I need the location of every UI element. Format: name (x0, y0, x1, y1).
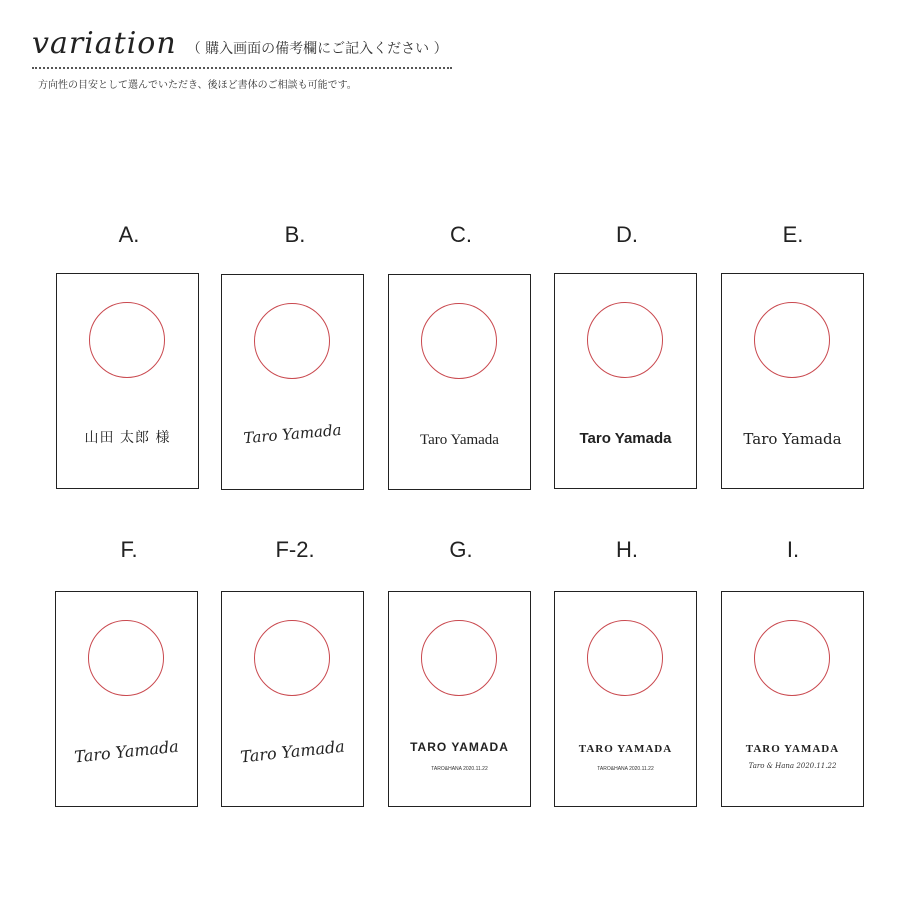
circle-frame (754, 302, 830, 378)
variation-label-d: D. (616, 222, 638, 247)
subtitle: 方向性の目安として選んでいただき、後ほど書体のご相談も可能です。 (38, 80, 357, 91)
variation-card-g[interactable] (388, 591, 531, 807)
card-name: Taro Yamada (242, 420, 343, 448)
circle-frame (754, 620, 830, 696)
variation-card-h[interactable] (554, 591, 697, 807)
variation-card-e[interactable] (721, 273, 864, 489)
circle-frame (587, 302, 663, 378)
variation-card-f2[interactable] (221, 591, 364, 807)
variation-card-i[interactable] (721, 591, 864, 807)
title-row (32, 26, 454, 61)
variation-label-g: G. (449, 537, 473, 562)
card-date: TARO&HANA 2020.11.22 (597, 766, 654, 772)
variation-label-a: A. (118, 222, 140, 247)
variation-label-h: H. (616, 537, 638, 562)
card-name: Taro Yamada (73, 736, 180, 767)
card-name: TARO YAMADA (745, 743, 840, 755)
header (32, 26, 454, 69)
card-name: Taro Yamada (239, 736, 346, 767)
variation-label-f2: F-2. (275, 537, 315, 562)
variation-label-f: F. (120, 537, 138, 562)
variation-label-e: E. (782, 222, 804, 247)
variation-label-b: B. (284, 222, 306, 247)
card-name: 山田 太郎 様 (84, 430, 171, 446)
card-name: Taro Yamada (579, 430, 672, 447)
circle-frame (254, 303, 330, 379)
variation-card-a[interactable] (56, 273, 199, 489)
variation-card-b[interactable] (221, 274, 364, 490)
card-name: Taro Yamada (743, 430, 842, 448)
page-title: variation (32, 26, 177, 61)
variation-card-d[interactable] (554, 273, 697, 489)
circle-frame (587, 620, 663, 696)
circle-frame (254, 620, 330, 696)
circle-frame (89, 302, 165, 378)
circle-frame (421, 620, 497, 696)
card-date: Taro & Hana 2020.11.22 (748, 762, 837, 770)
variation-label-c: C. (450, 222, 472, 247)
variation-label-i: I. (786, 537, 800, 562)
card-date: TARO&HANA 2020.11.22 (431, 766, 488, 772)
card-name: TARO YAMADA (578, 743, 673, 755)
circle-frame (88, 620, 164, 696)
variation-card-f[interactable] (55, 591, 198, 807)
circle-frame (421, 303, 497, 379)
variation-card-c[interactable] (388, 274, 531, 490)
card-name: TARO YAMADA (410, 740, 509, 754)
card-name: Taro Yamada (420, 432, 499, 448)
dotted-divider (32, 67, 452, 69)
title-note: （ 購入画面の備考欄にご記入ください ） (186, 41, 448, 57)
